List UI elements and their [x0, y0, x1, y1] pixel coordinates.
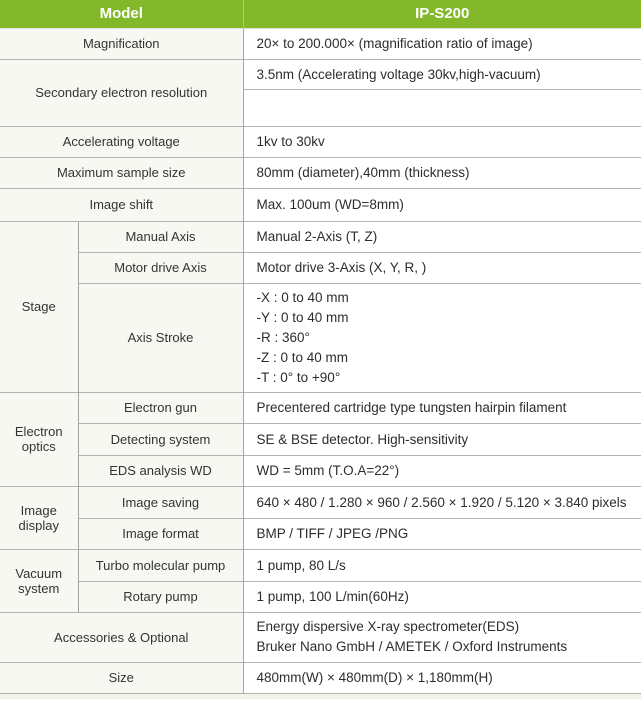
axis-stroke-line-z: -Z : 0 to 40 mm	[256, 349, 349, 365]
electron-gun-value: Precentered cartridge type tungsten hairpin filament	[243, 392, 641, 423]
size-value: 480mm(W) × 480mm(D) × 1,180mm(H)	[243, 662, 641, 693]
manual-axis-value: Manual 2-Axis (T, Z)	[243, 221, 641, 252]
axis-stroke-line-r: -R : 360°	[256, 329, 310, 345]
secondary-electron-resolution-label: Secondary electron resolution	[0, 59, 243, 126]
model-value-header-cell: IP-S200	[243, 0, 641, 28]
image-format-value: BMP / TIFF / JPEG /PNG	[243, 518, 641, 549]
table-row	[0, 252, 641, 283]
table-row	[0, 126, 641, 157]
eds-analysis-wd-value: WD = 5mm (T.O.A=22°)	[243, 455, 641, 486]
table-row	[0, 221, 641, 252]
detecting-system-label: Detecting system	[78, 423, 243, 455]
table-row	[0, 612, 641, 662]
header-row	[0, 0, 641, 28]
model-header-cell: Model	[0, 0, 243, 28]
turbo-molecular-pump-value: 1 pump, 80 L/s	[243, 549, 641, 581]
accessories-line-2: Bruker Nano GmbH / AMETEK / Oxford Instruments	[256, 639, 568, 654]
image-saving-label: Image saving	[78, 486, 243, 518]
table-row	[0, 455, 641, 486]
axis-stroke-value	[243, 283, 641, 392]
eds-analysis-wd-label: EDS analysis WD	[78, 455, 243, 486]
electron-optics-group-label: Electron optics	[0, 392, 78, 486]
axis-stroke-line-y: -Y : 0 to 40 mm	[256, 309, 349, 325]
secondary-electron-resolution-value-1: 3.5nm (Accelerating voltage 30kv,high-vacuum)	[243, 59, 641, 89]
rotary-pump-value: 1 pump, 100 L/min(60Hz)	[243, 581, 641, 612]
table-row	[0, 188, 641, 221]
size-label: Size	[0, 662, 243, 693]
electron-gun-label: Electron gun	[78, 392, 243, 423]
turbo-molecular-pump-label: Turbo molecular pump	[78, 549, 243, 581]
rotary-pump-label: Rotary pump	[78, 581, 243, 612]
table-row	[0, 283, 641, 392]
table-row	[0, 423, 641, 455]
detecting-system-value: SE & BSE detector. High-sensitivity	[243, 423, 641, 455]
motor-drive-axis-value: Motor drive 3-Axis (X, Y, R, )	[243, 252, 641, 283]
manual-axis-label: Manual Axis	[78, 221, 243, 252]
accessories-value	[243, 612, 641, 662]
axis-stroke-line-x: -X : 0 to 40 mm	[256, 289, 349, 305]
maximum-sample-size-label: Maximum sample size	[0, 157, 243, 188]
image-format-label: Image format	[78, 518, 243, 549]
secondary-electron-resolution-value-2	[243, 89, 641, 126]
image-saving-value: 640 × 480 / 1.280 × 960 / 2.560 × 1.920 / 5.120 × 3.840 pixels	[243, 486, 641, 518]
table-row	[0, 59, 641, 89]
vacuum-system-group-label: Vacuum system	[0, 549, 78, 612]
axis-stroke-line-t: -T : 0° to +90°	[256, 369, 341, 385]
accelerating-voltage-value: 1kv to 30kv	[243, 126, 641, 157]
image-shift-value: Max. 100um (WD=8mm)	[243, 188, 641, 221]
image-display-group-label: Image display	[0, 486, 78, 549]
table-row	[0, 28, 641, 59]
axis-stroke-label: Axis Stroke	[78, 283, 243, 392]
table-row	[0, 518, 641, 549]
table-row	[0, 662, 641, 693]
accessories-line-1: Energy dispersive X-ray spectrometer(EDS)	[256, 619, 520, 634]
image-shift-label: Image shift	[0, 188, 243, 221]
maximum-sample-size-value: 80mm (diameter),40mm (thickness)	[243, 157, 641, 188]
bottom-strip	[0, 694, 641, 699]
motor-drive-axis-label: Motor drive Axis	[78, 252, 243, 283]
magnification-value: 20× to 200.000× (magnification ratio of image)	[243, 28, 641, 59]
accelerating-voltage-label: Accelerating voltage	[0, 126, 243, 157]
table-row	[0, 581, 641, 612]
accessories-label: Accessories & Optional	[0, 612, 243, 662]
table-row	[0, 486, 641, 518]
stage-group-label: Stage	[0, 221, 78, 392]
table-row	[0, 392, 641, 423]
magnification-label: Magnification	[0, 28, 243, 59]
table-row	[0, 549, 641, 581]
table-row	[0, 157, 641, 188]
